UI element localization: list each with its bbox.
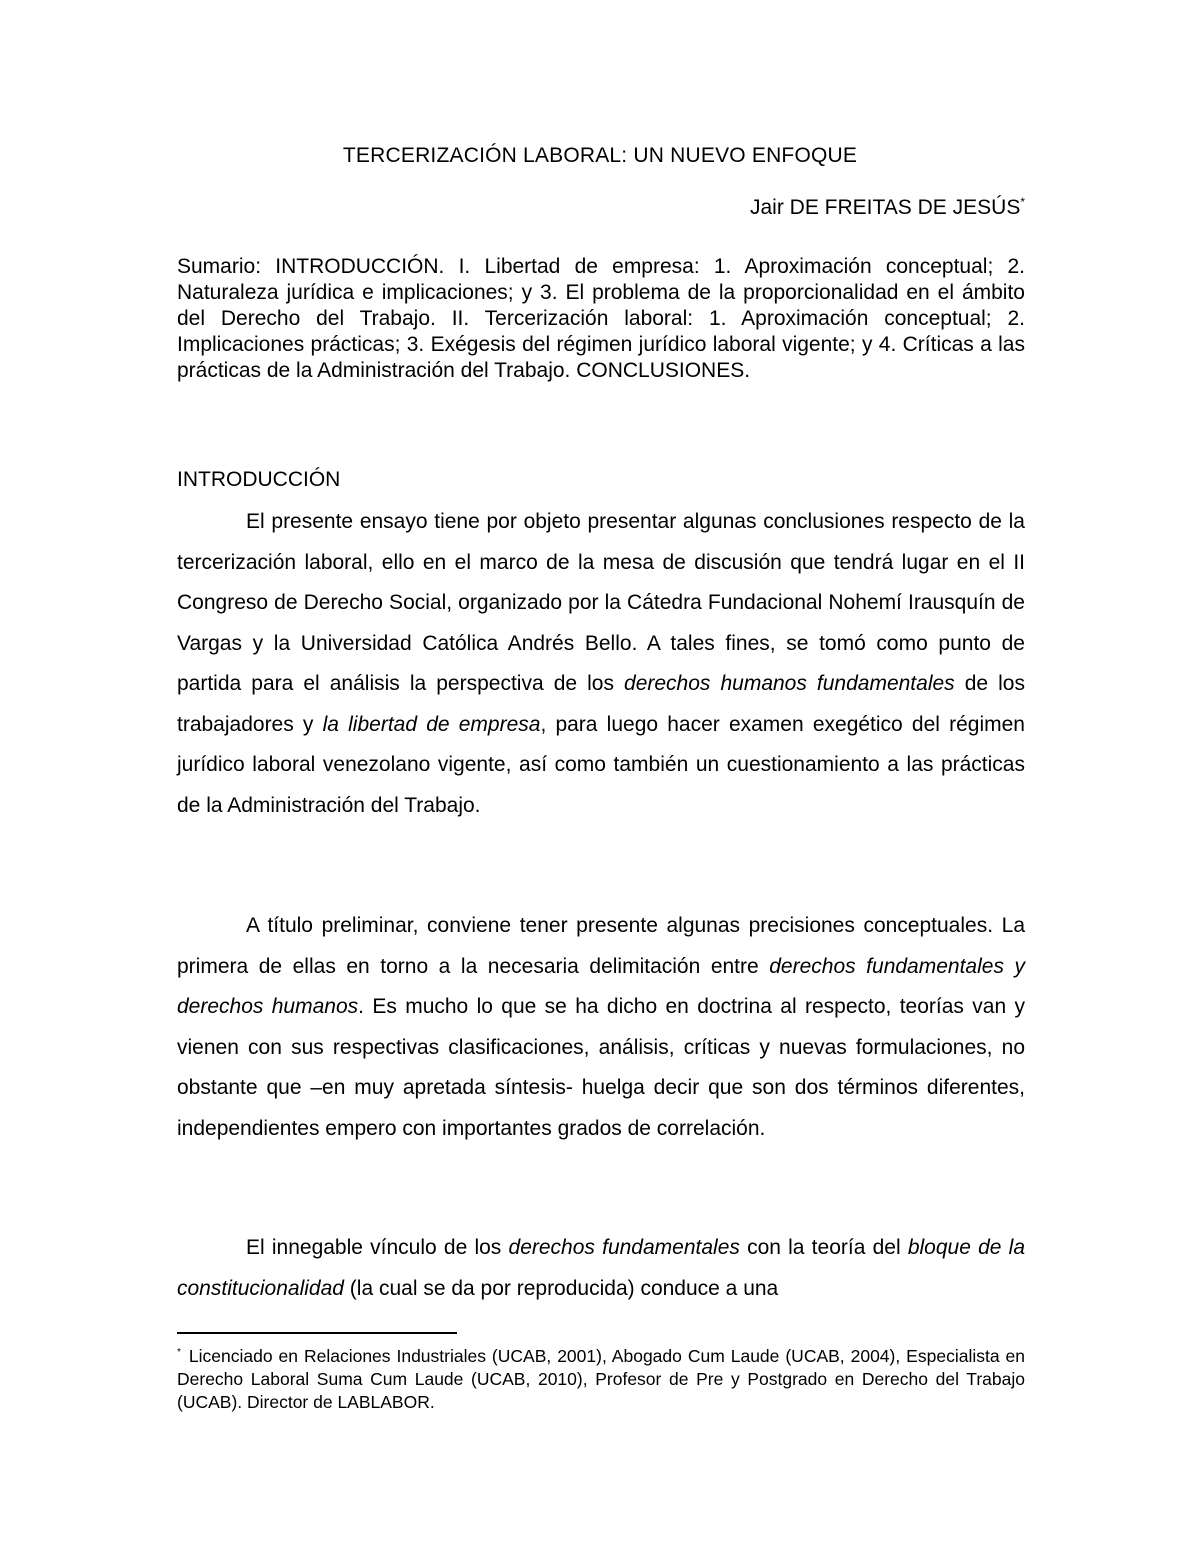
footnote-separator	[177, 1332, 457, 1334]
section-heading-introduccion: INTRODUCCIÓN	[177, 468, 341, 491]
document-title: TERCERIZACIÓN LABORAL: UN NUEVO ENFOQUE	[342, 144, 858, 167]
paragraph-text: de los trabajadores y	[177, 672, 1025, 736]
paragraph-emphasis: derechos humanos fundamentales	[624, 672, 955, 695]
paragraph-emphasis: bloque de la constitucionalidad	[177, 1236, 1025, 1300]
footnote-text: Licenciado en Relaciones Industriales (UCAB, 2001), Abogado Cum Laude (UCAB, 2004), Especialista en Derecho Laboral Suma Cum Laude (UCAB, 2010), Profesor de Pre y Postgrado en Derecho del Trabajo (UCAB). Director de LABLABOR.	[177, 1346, 1025, 1412]
author-footnote-mark: *	[1020, 195, 1025, 209]
paragraph-emphasis: derechos fundamentales y derechos humanos	[177, 954, 1025, 1018]
intro-paragraph-1	[177, 502, 1025, 826]
paragraph-emphasis: derechos fundamentales	[508, 1236, 740, 1259]
paragraph-text: con la teoría del	[739, 1236, 908, 1259]
paragraph-text: El innegable vínculo de los	[246, 1236, 509, 1259]
paragraph-text: . Es mucho lo que se ha dicho en doctrina al respecto, teorías van y vienen con sus respectivas clasificaciones, análisis, críticas y nuevas formulaciones, no obstante que –en muy apretada síntesis- huelga decir que son dos términos diferentes, independientes empero con importantes grados de correlación.	[177, 995, 1025, 1140]
author-line	[750, 194, 1025, 222]
intro-paragraph-3	[177, 1228, 1025, 1309]
author-name: Jair DE FREITAS DE JESÚS	[750, 196, 1021, 219]
paragraph-emphasis: la libertad de empresa	[322, 712, 541, 736]
paragraph-text: El presente ensayo tiene por objeto presentar algunas conclusiones respecto de la tercerización laboral, ello en el marco de la mesa de discusión que tendrá lugar en el II Congreso de Derecho Social, organizado por la Cátedra Fundacional Nohemí Irausquín de Vargas y la Universidad Católica Andrés Bello. A tales fines, se tomó como punto de partida para el análisis la perspectiva de los	[177, 510, 1025, 695]
paragraph-text: (la cual se da por reproducida) conduce a una	[343, 1276, 779, 1300]
summary-paragraph: Sumario: INTRODUCCIÓN. I. Libertad de empresa: 1. Aproximación conceptual; 2. Naturaleza jurídica e implicaciones; y 3. El problema de la proporcionalidad en el ámbito del Derecho del Trabajo. II. Tercerización laboral: 1. Aproximación conceptual; 2. Implicaciones prácticas; 3. Exégesis del régimen jurídico laboral vigente; y 4. Críticas a las prácticas de la Administración del Trabajo. CONCLUSIONES.	[177, 255, 1025, 382]
paragraph-text: A título preliminar, conviene tener presente algunas precisiones conceptuales. La primera de ellas en torno a la necesaria delimitación entre	[177, 914, 1025, 978]
intro-paragraph-2	[177, 906, 1025, 1149]
paragraph-text: , para luego hacer examen exegético del régimen jurídico laboral venezolano vigente, así como también un cuestionamiento a las prácticas de la Administración del Trabajo.	[177, 712, 1025, 817]
footnote	[177, 1345, 1025, 1414]
footnote-mark: *	[177, 1347, 181, 1359]
